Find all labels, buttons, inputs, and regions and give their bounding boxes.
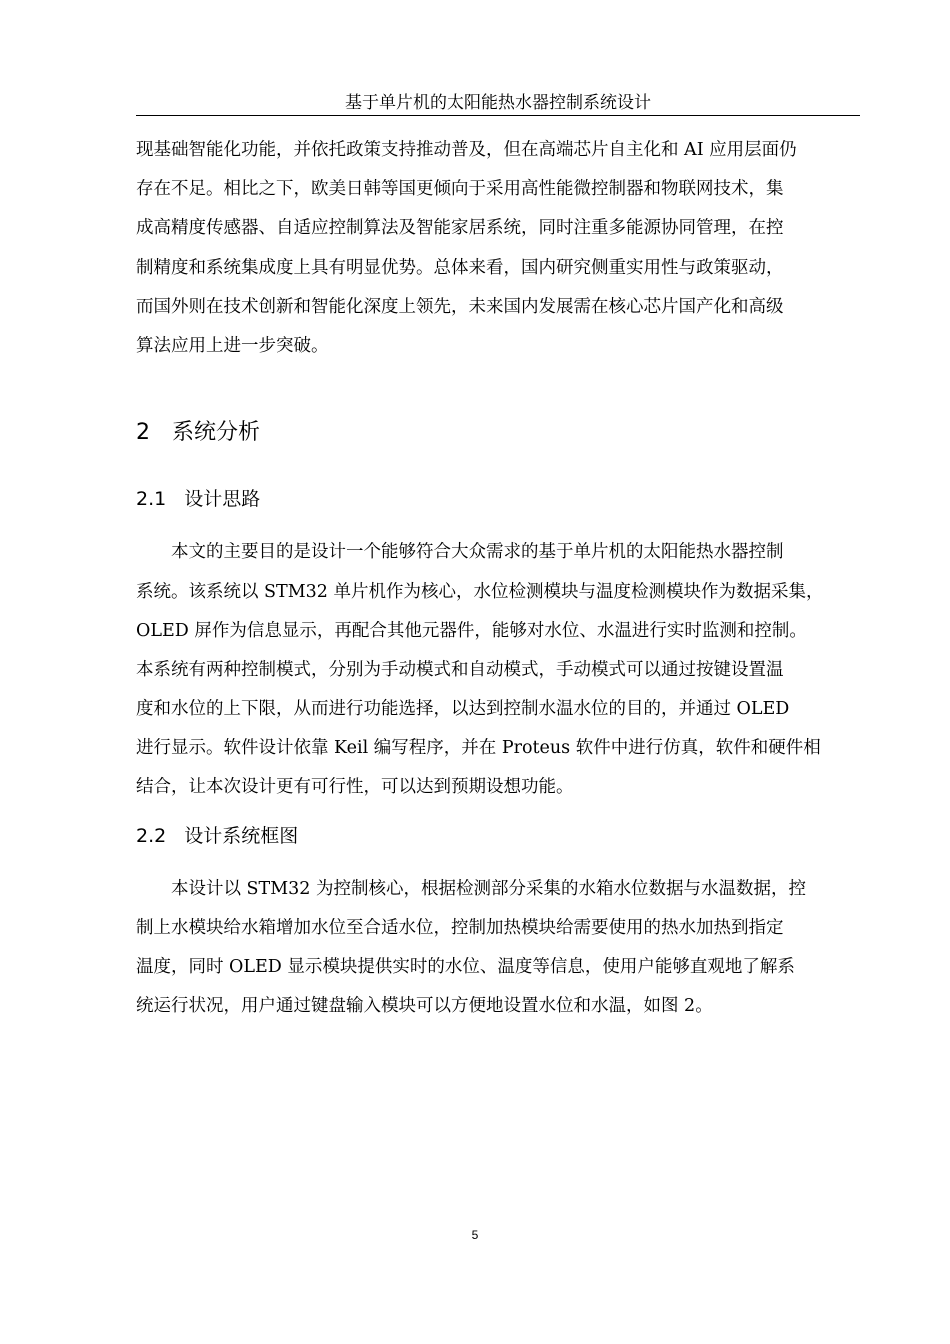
body-line: 系统。该系统以 STM32 单片机作为核心，水位检测模块与温度检测模块作为数据采集，	[136, 582, 824, 602]
body-line: 本系统有两种控制模式，分别为手动模式和自动模式，手动模式可以通过按键设置温	[136, 660, 784, 680]
subsection-heading	[136, 486, 260, 512]
subsection-number: 2.1	[136, 488, 167, 510]
intro-line: 制精度和系统集成度上具有明显优势。总体来看，国内研究侧重实用性与政策驱动，	[136, 258, 784, 278]
body-line: 进行显示。软件设计依靠 Keil 编写程序，并在 Proteus 软件中进行仿真，软件和硬件相	[136, 738, 821, 758]
body-line: 度和水位的上下限，从而进行功能选择，以达到控制水温水位的目的，并通过 OLED	[136, 699, 790, 719]
body-line: 本文的主要目的是设计一个能够符合大众需求的基于单片机的太阳能热水器控制	[171, 542, 784, 562]
intro-line: 而国外则在技术创新和智能化深度上领先，未来国内发展需在核心芯片国产化和高级	[136, 297, 784, 317]
body-line: OLED 屏作为信息显示，再配合其他元器件，能够对水位、水温进行实时监测和控制。	[136, 621, 807, 641]
body-line: 统运行状况，用户通过键盘输入模块可以方便地设置水位和水温，如图 2。	[136, 996, 713, 1016]
section-number: 2	[136, 420, 150, 445]
subsection-title: 设计思路	[184, 488, 261, 510]
body-line: 温度，同时 OLED 显示模块提供实时的水位、温度等信息，使用户能够直观地了解系	[136, 957, 795, 977]
section-heading	[136, 418, 260, 448]
body-line: 结合，让本次设计更有可行性，可以达到预期设想功能。	[136, 777, 574, 797]
section-title: 系统分析	[172, 420, 261, 445]
page-header: 基于单片机的太阳能热水器控制系统设计	[345, 93, 651, 113]
header-rule	[136, 115, 860, 116]
subsection-heading	[136, 823, 298, 849]
subsection-title: 设计系统框图	[184, 825, 299, 847]
intro-line: 现基础智能化功能，并依托政策支持推动普及，但在高端芯片自主化和 AI 应用层面仍	[136, 140, 797, 160]
page-number: 5	[471, 1228, 479, 1242]
intro-line: 成高精度传感器、自适应控制算法及智能家居系统，同时注重多能源协同管理，在控	[136, 218, 784, 238]
intro-line: 存在不足。相比之下，欧美日韩等国更倾向于采用高性能微控制器和物联网技术，集	[136, 179, 784, 199]
subsection-number: 2.2	[136, 825, 167, 847]
body-line: 制上水模块给水箱增加水位至合适水位，控制加热模块给需要使用的热水加热到指定	[136, 918, 784, 938]
intro-line: 算法应用上进一步突破。	[136, 336, 329, 356]
body-line: 本设计以 STM32 为控制核心，根据检测部分采集的水箱水位数据与水温数据，控	[171, 879, 806, 899]
